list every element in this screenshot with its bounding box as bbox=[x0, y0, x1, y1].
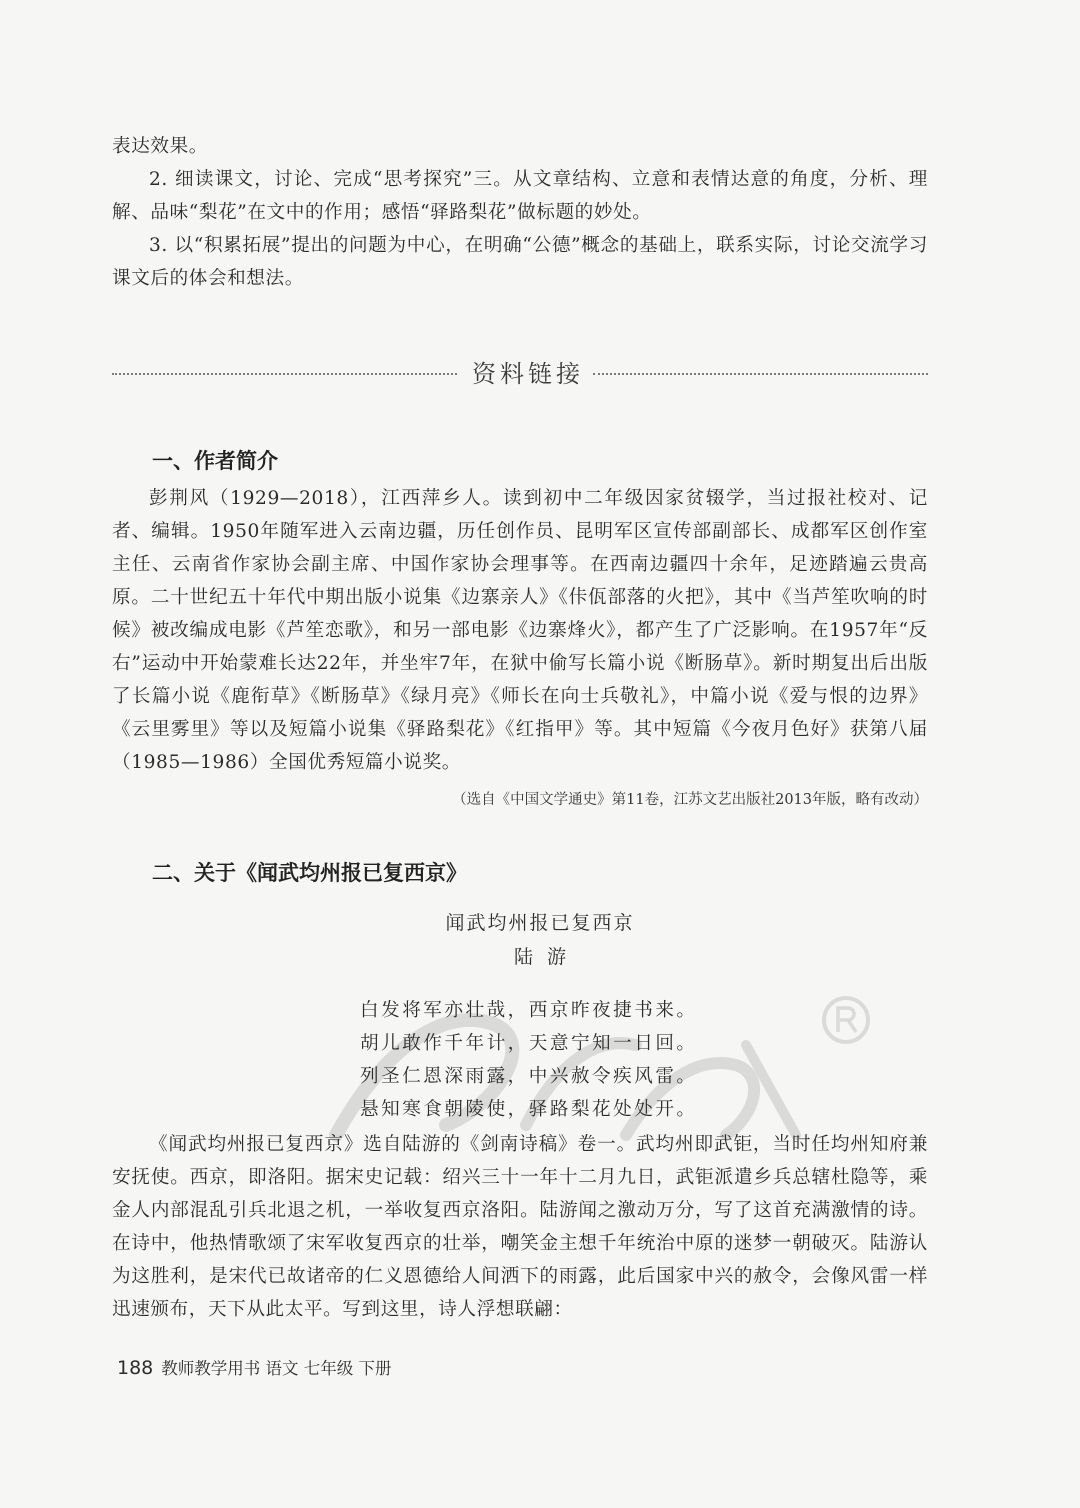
author-intro-paragraph: 彭荆风（1929—2018），江西萍乡人。读到初中二年级因家贫辍学，当过报社校对、记者、编辑。1950年随军进入云南边疆，历任创作员、昆明军区宣传部副部长、成都军区创作室主任、云南省作家协会副主席、中国作家协会理事等。在西南边疆四十余年，足迹踏遍云贵高原。二十世纪五十年代中期出版小说集《边寨亲人》《佧佤部落的火把》，其中《当芦笙吹响的时候》被改编成电影《芦笙恋歌》，和另一部电影《边寨烽火》，都产生了广泛影响。在1957年“反右”运动中开始蒙难长达22年，并坐牢7年，在狱中偷写长篇小说《断肠草》。新时期复出后出版了长篇小说《鹿衔草》《断肠草》《绿月亮》《师长在向士兵敬礼》，中篇小说《爱与恨的边界》《云里雾里》等以及短篇小说集《驿路梨花》《红指甲》等。其中短篇《今夜月色好》获第八届（1985—1986）全国优秀短篇小说奖。 bbox=[112, 488, 928, 773]
poem-author: 陆游 bbox=[513, 946, 580, 968]
poem-line: 列圣仁恩深雨露，中兴赦令疾风雷。 bbox=[360, 1066, 698, 1087]
author-intro-heading: 一、作者简介 bbox=[152, 449, 278, 473]
top-section bbox=[112, 130, 928, 295]
page-footer bbox=[117, 1354, 392, 1383]
poem-line: 胡儿敢作千年计，天意宁知一日回。 bbox=[360, 1033, 698, 1054]
poem-lines bbox=[360, 994, 698, 1126]
page-number: 188 bbox=[117, 1357, 154, 1379]
poem-title: 闻武均州报已复西京 bbox=[445, 912, 635, 934]
divider-rule-left bbox=[112, 373, 457, 375]
paragraph-item-3: 3. 以“积累拓展”提出的问题为中心，在明确“公德”概念的基础上，联系实际，讨论交流学习课文后的体会和想法。 bbox=[112, 235, 928, 289]
poem-line: 白发将军亦壮哉，西京昨夜捷书来。 bbox=[360, 1000, 698, 1021]
paragraph-continuation: 表达效果。 bbox=[112, 136, 208, 157]
poem-commentary-paragraph: 《闻武均州报已复西京》选自陆游的《剑南诗稿》卷一。武均州即武钜，当时任均州知府兼安抚使。西京，即洛阳。据宋史记载：绍兴三十一年十二月九日，武钜派遣乡兵总辖杜隐等，乘金人内部混乱引兵北退之机，一举收复西京洛阳。陆游闻之激动万分，写了这首充满激情的诗。在诗中，他热情歌颂了宋军收复西京的壮举，嘲笑金主想千年统治中原的迷梦一朝破灭。陆游认为这胜利，是宋代已故诸帝的仁义恩德给人间洒下的雨露，此后国家中兴的赦令，会像风雷一样迅速颁布，天下从此太平。写到这里，诗人浮想联翩： bbox=[112, 1134, 928, 1320]
poem-commentary-body bbox=[112, 1128, 928, 1326]
book-title: 教师教学用书 语文 七年级 下册 bbox=[161, 1359, 392, 1378]
paragraph-item-2: 2. 细读课文，讨论、完成“思考探究”三。从文章结构、立意和表情达意的角度，分析、理解、品味“梨花”在文中的作用；感悟“驿路梨花”做标题的妙处。 bbox=[112, 169, 928, 223]
divider-label: 资料链接 bbox=[472, 360, 584, 388]
poem-section-heading: 二、关于《闻武均州报已复西京》 bbox=[152, 861, 467, 885]
section-divider bbox=[112, 354, 928, 394]
author-intro-source: （选自《中国文学通史》第11卷，江苏文艺出版社2013年版，略有改动） bbox=[452, 792, 928, 808]
poem-line: 悬知寒食朝陵使，驿路梨花处处开。 bbox=[360, 1099, 698, 1120]
divider-rule-right bbox=[593, 373, 928, 375]
author-intro-body bbox=[112, 482, 928, 779]
